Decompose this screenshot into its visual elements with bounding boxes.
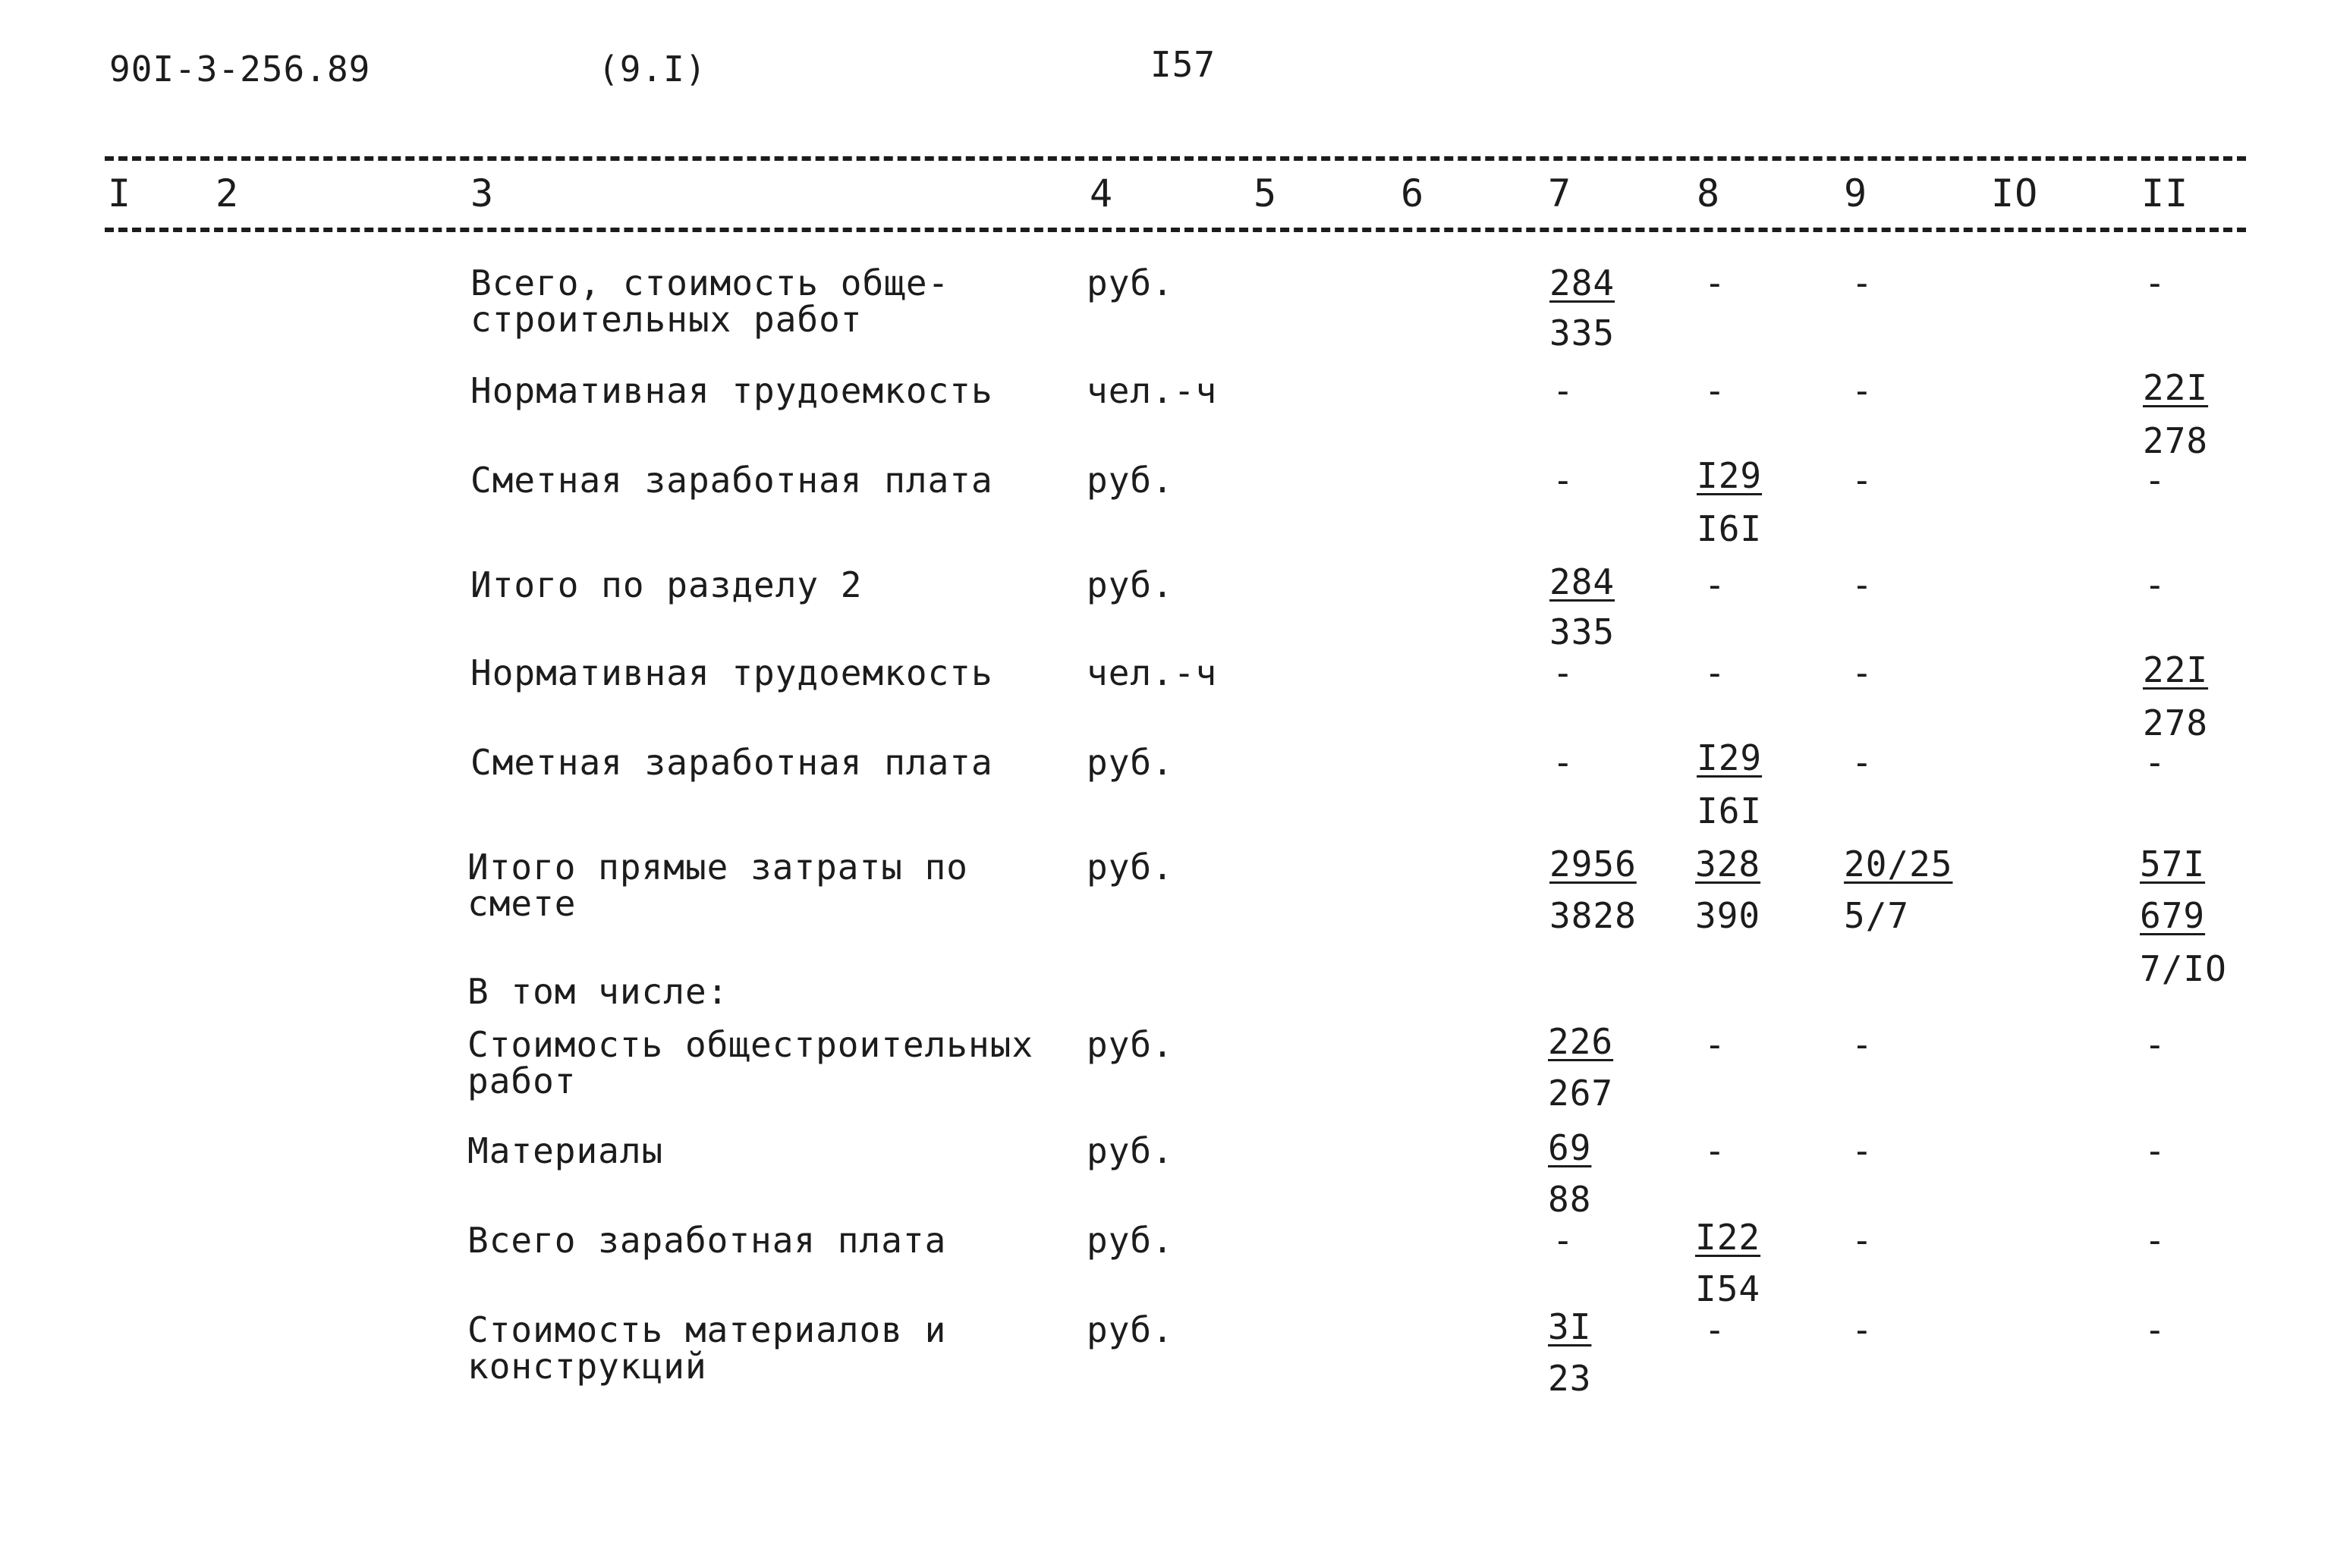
col11-value: - — [2144, 742, 2166, 783]
col11-value: 22I — [2143, 649, 2209, 690]
col7-value: - — [1552, 652, 1574, 693]
col9-value: - — [1851, 460, 1873, 501]
row-name-line: Стоимость материалов и — [467, 1309, 947, 1350]
col8-value: - — [1704, 1309, 1726, 1350]
col7-value: 3828 — [1549, 895, 1637, 936]
col7-value: - — [1552, 370, 1574, 411]
column-header-9: 9 — [1844, 171, 1868, 215]
row-name-line: Сметная заработная плата — [470, 460, 993, 501]
row-name-line: Сметная заработная плата — [470, 742, 993, 783]
col11-value: 278 — [2143, 420, 2209, 461]
column-header-6: 6 — [1401, 171, 1425, 215]
row-name-line: смете — [467, 883, 577, 924]
column-header-1: I — [108, 171, 132, 215]
col9-value: - — [1851, 370, 1873, 411]
col11-value: 7/IO — [2140, 948, 2227, 989]
col11-value: 57I — [2140, 844, 2206, 885]
col9-value: - — [1851, 1130, 1873, 1171]
col7-value: 3I — [1548, 1306, 1592, 1347]
row-name-line: строительных работ — [470, 299, 863, 340]
col11-value: - — [2144, 1220, 2166, 1261]
col8-value: 328 — [1695, 844, 1761, 885]
row-unit: руб. — [1087, 1130, 1174, 1171]
row-name-line: работ — [467, 1061, 577, 1101]
col8-value: 390 — [1695, 895, 1761, 936]
row-name-line: конструкций — [467, 1346, 707, 1387]
col8-value: - — [1704, 652, 1726, 693]
section-number: (9.I) — [598, 49, 707, 90]
col8-value: I6I — [1697, 790, 1763, 831]
column-header-2: 2 — [215, 171, 240, 215]
col8-value: - — [1704, 564, 1726, 605]
col7-value: - — [1552, 460, 1574, 501]
col9-value: 20/25 — [1844, 844, 1953, 885]
col8-value: I29 — [1697, 737, 1763, 778]
row-unit: руб. — [1087, 1024, 1174, 1065]
col9-value: - — [1851, 1220, 1873, 1261]
header-bottom-rule — [105, 228, 2246, 232]
col7-value: 23 — [1548, 1358, 1592, 1399]
column-header-5: 5 — [1254, 171, 1278, 215]
row-name-line: Стоимость общестроительных — [467, 1024, 1034, 1065]
row-name-line: Всего, стоимость обще- — [470, 262, 950, 303]
col11-value: - — [2144, 1309, 2166, 1350]
col11-value: - — [2144, 460, 2166, 501]
col7-value: 284 — [1549, 262, 1615, 303]
col11-value: 278 — [2143, 702, 2209, 743]
col7-value: 226 — [1548, 1021, 1614, 1062]
page-number: I57 — [1150, 44, 1216, 85]
row-unit: чел.-ч — [1087, 652, 1218, 693]
col11-value: - — [2144, 262, 2166, 303]
col7-value: 88 — [1548, 1179, 1592, 1220]
row-unit: чел.-ч — [1087, 370, 1218, 411]
col9-value: - — [1851, 1309, 1873, 1350]
col7-value: 284 — [1549, 561, 1615, 602]
column-header-11: II — [2141, 171, 2189, 215]
row-unit: руб. — [1087, 847, 1174, 888]
col8-value: I6I — [1697, 508, 1763, 549]
row-name-line: Итого по разделу 2 — [470, 564, 863, 605]
col8-value: - — [1704, 1130, 1726, 1171]
row-unit: руб. — [1087, 1309, 1174, 1350]
col8-value: - — [1704, 1024, 1726, 1065]
col11-value: - — [2144, 1130, 2166, 1171]
col7-value: 69 — [1548, 1127, 1592, 1168]
row-name-line: Нормативная трудоемкость — [470, 652, 993, 693]
col11-value: - — [2144, 1024, 2166, 1065]
col9-value: - — [1851, 564, 1873, 605]
col8-value: - — [1704, 370, 1726, 411]
col9-value: - — [1851, 1024, 1873, 1065]
row-unit: руб. — [1087, 1220, 1174, 1261]
col9-value: - — [1851, 262, 1873, 303]
col7-value: 335 — [1549, 313, 1615, 354]
col9-value: - — [1851, 652, 1873, 693]
col11-value: - — [2144, 564, 2166, 605]
row-name-line: Всего заработная плата — [467, 1220, 947, 1261]
row-unit: руб. — [1087, 564, 1174, 605]
col8-value: I54 — [1695, 1268, 1761, 1309]
column-header-10: IO — [1991, 171, 2039, 215]
col7-value: 335 — [1549, 611, 1615, 652]
col7-value: - — [1552, 742, 1574, 783]
col11-value: 22I — [2143, 367, 2209, 408]
column-header-8: 8 — [1697, 171, 1721, 215]
document-code: 90I-3-256.89 — [109, 49, 371, 90]
col8-value: I29 — [1697, 455, 1763, 496]
col11-value: 679 — [2140, 895, 2206, 936]
col8-value: - — [1704, 262, 1726, 303]
row-name-line: Материалы — [467, 1130, 664, 1171]
row-unit: руб. — [1087, 262, 1174, 303]
header-top-rule — [105, 156, 2246, 161]
column-header-3: 3 — [470, 171, 495, 215]
row-unit: руб. — [1087, 460, 1174, 501]
column-header-7: 7 — [1548, 171, 1572, 215]
row-name-line: Нормативная трудоемкость — [470, 370, 993, 411]
row-unit: руб. — [1087, 742, 1174, 783]
col7-value: 267 — [1548, 1073, 1614, 1114]
column-header-4: 4 — [1090, 171, 1114, 215]
col9-value: - — [1851, 742, 1873, 783]
row-name-line: В том числе: — [467, 971, 729, 1012]
col8-value: I22 — [1695, 1217, 1761, 1258]
col7-value: 2956 — [1549, 844, 1637, 885]
col7-value: - — [1552, 1220, 1574, 1261]
col9-value: 5/7 — [1844, 895, 1910, 936]
row-name-line: Итого прямые затраты по — [467, 847, 968, 888]
